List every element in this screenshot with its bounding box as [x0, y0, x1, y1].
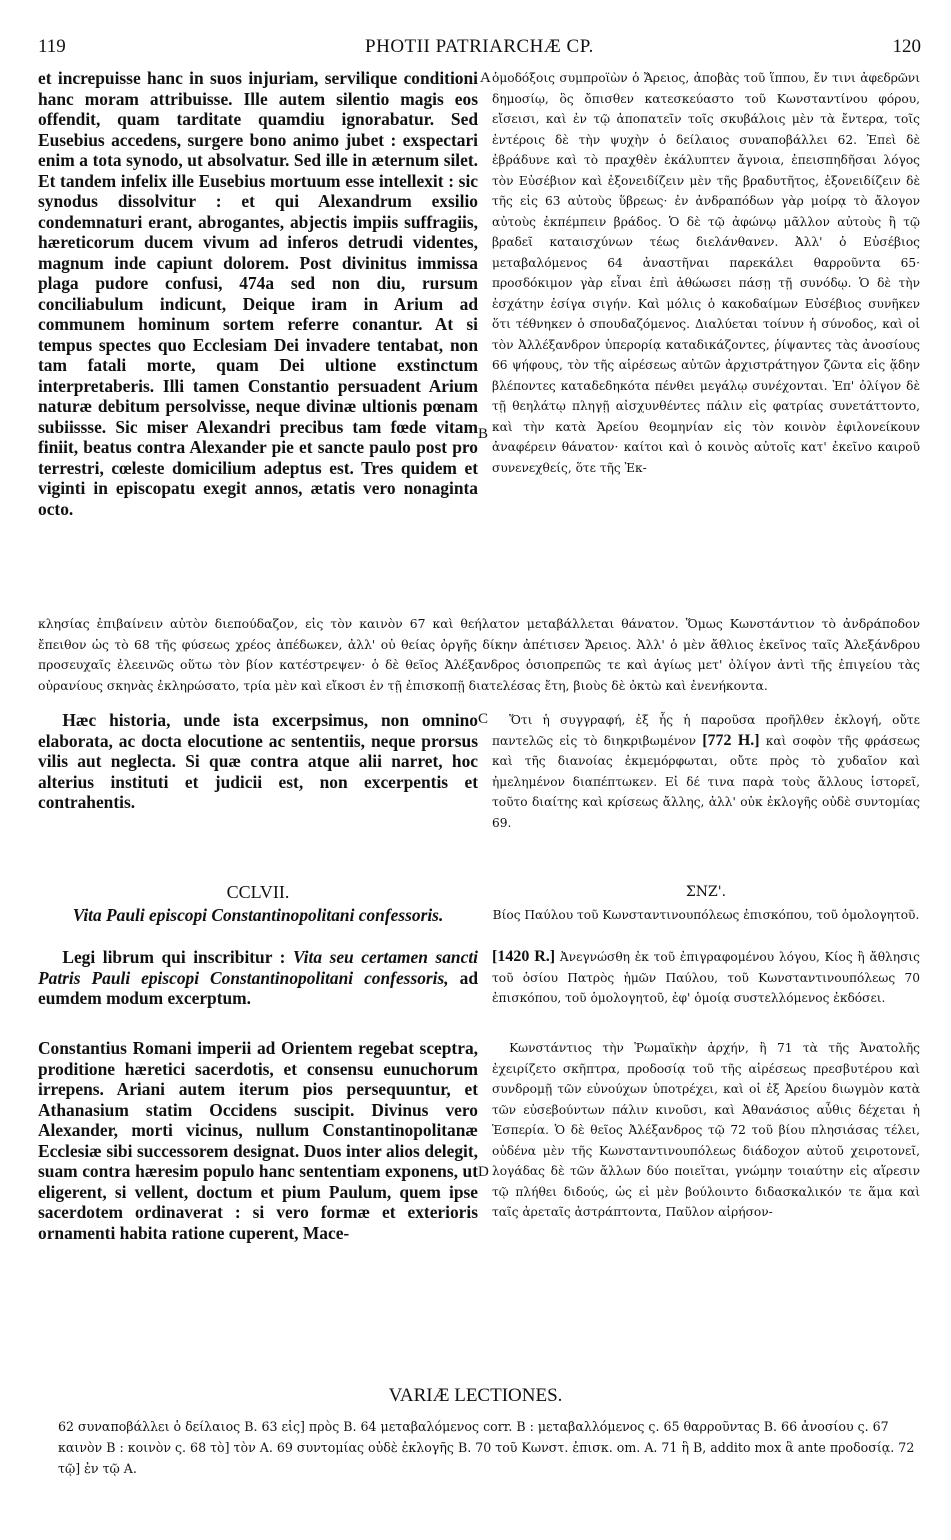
greek-full-width-text: κλησίας ἐπιβαίνειν αὐτὸν διεπούδαζον, εἰς τὸν καινὸν 67 καὶ θεήλατον μεταβάλλεται θάνατον. Ὅμως Κωνστάντιον τὸ ἀνδράποδον ἔπειθον ὡς τὸ 68 τῆς φύσεως χρέος ἀπέδωκεν, ἀλλ' οὐ θείας ὀργῆς δίκην ἀπέτισεν Ἄρειος. Ἀλλ' ὁ μὲν ἄθλιος ἐκεῖνος ταῖς Ἀλεξάνδρου προσευχαῖς ἐλεεινῶς οὕτω τὸν βίον κατέστρεψεν· ὁ δὲ θεῖος Ἀλέξανδρος ὁσιοπρεπῶς τε καὶ ἁγίως μετ' ὀλίγον ἀντὶ τῆς ἐπιγείου τὰς οὐρανίους σκηνὰς ἐκληρώσατο, τρία μὲν καὶ εἴκοσι ἐν τῇ ἐπισκοπῇ διατελέσας ἔτη, βιοὺς δὲ ὀκτὼ καὶ ἐνενήκοντα.	[38, 616, 920, 693]
greek-block-3-text: Ἀνεγνώσθη ἐκ τοῦ ἐπιγραφομένου λόγου, Κίος ἢ ἄθλησις τοῦ ὁσίου Πατρὸς ἡμῶν Παύλου, τοῦ Κωνσταντινουπόλεως 70 ἐπισκόπου, τοῦ ὁμολογητοῦ, ἐφ' ὁμοίᾳ συστελλόμενος ἐκδόσει.	[492, 950, 920, 1005]
section-title-greek: Βίος Παύλου τοῦ Κωνσταντινουπόλεως ἐπισκόπου, τοῦ ὁμολογητοῦ.	[492, 908, 920, 922]
latin-block-3-title: Vita seu certamen sancti Patris Pauli episcopi Constantinopolitani confessoris,	[38, 947, 478, 988]
latin-text-block-1: et increpuisse hanc in suos injuriam, servilique conditioni hanc moram attribuisse. Ille autem silentio magis eos offendit, quam tarditate quamdiu ignorabatur. Sed Eusebius accedens, surgere bono animo jubet : exspectari enim a tota synodo, ut absolvatur. Sed ille in æternum silet. Et tandem infelix ille Eusebius mortuum esse intellexit : sic synodus dissolvitur : et qui Alexandrum exsilio condemnaturi erant, abrogantes, abjectis impiis suffragiis, hæreticorum ducem vivum ad inferos detrudi videntes, magnum inde capiunt dolorem. Post divinitus immissa plaga pudore confusi, 474a sed non diu, rursum conciliabulum indicunt, Deique iram in Arium ad communem hominum sortem referre conantur. At si tempus spectes quo Ecclesiam Dei invadere tentabat, non tam fatali morte, quam Dei ultione exstinctum interpretaberis. Illi tamen Constantio persuadent Arium naturæ debitum persolvisse, neque divinæ ultionis pœnam subiissse. Sic miser Alexandri precibus tam fœde vitam finiit, beatus contra Alexander pie et sancte paulo post pro terrestri, cœleste domicilium adeptus est. Tres quidem et viginti in episcopatu exegit annos, ætatis vero nonaginta octo.	[38, 68, 478, 519]
greek-text-block-4: Κωνστάντιος τὴν Ῥωμαϊκὴν ἀρχήν, ἢ 71 τὰ τῆς Ἀνατολῆς ἐχειρίζετο σκῆπτρα, προδοσίᾳ τοῦ τῆς αἱρέσεως πρεσβυτέρου καὶ συνδρομῇ τῶν εὐνούχων ὑποτρέχει, καὶ οἱ ἐξ Ἀρείου διωγμὸν κατὰ τῶν εὐσεβούντων πάλιν κινοῦσι, καὶ Ἀθανάσιος αὖθις δέχεται ἡ Ἑσπερία. Ὁ δὲ θεῖος Ἀλέξανδρος τῷ 72 τοῦ βίου πλησιάσας τέλει, οὐδένα μὲν τῆς Κωνσταντινουπόλεως διάδοχον αὐτοῦ χειροτονεῖ, λογάδας δὲ τῶν ἄλλων δύο ποιεῖται, γνώμην τοιαύτην εἰς αἵρεσιν τῷ πλήθει διδούς, ὡς εἰ μὲν βούλοιντο διδασκαλικόν τε ἅμα καὶ ταῖς ἀρεταῖς ἀστράπτοντα, Παῦλον αἱρήσον-	[492, 1041, 920, 1219]
latin-text-block-3	[38, 947, 478, 1031]
greek-text-block-2	[492, 710, 920, 840]
greek-text-block-2-b: καὶ σοφὸν τῆς φράσεως καὶ τῆς διανοίας ἐκμεμόρφωται, οὔτε πρὸς τὸ χυδαῖον καὶ ἠμελημένον διαπέπτωκεν. Εἰ δέ τινα παρὰ τοὺς ἄλλους ἱστορεῖ, τοῦτο διαίτης καὶ κρίσεως ἄλλης, ἀλλ' οὐκ ἐκλογῆς οὐδὲ συντομίας 69.	[492, 733, 920, 830]
greek-text-block-2-a: Ὅτι ἡ συγγραφή, ἐξ ἧς ἡ παροῦσα προῆλθεν ἐκλογή, οὔτε παντελῶς εἰς τὸ διηκριβωμένον	[492, 713, 920, 748]
margin-mark-c: C	[478, 711, 489, 727]
latin-block-3-post: ad eumdem modum excerptum.	[38, 967, 478, 1008]
page-reference-772: [772 H.]	[702, 731, 760, 749]
latin-block-3-pre: Legi librum qui inscribitur :	[62, 947, 286, 967]
variae-lectiones-text: 62 συναποβάλλει ὁ δείλαιος B. 63 εἰς] πρὸς B. 64 μεταβαλόμενος corr. B : μεταβαλλόμενος ς. 65 θαρροῦντας B. 66 ἀνοσίου ς. 67 καινὸν B : κοινὸν ς. 68 τὸ] τὸν A. 69 συντομίας οὐδὲ ἐκλογῆς B. 70 τοῦ Κωνστ. ἐπισκ. om. A. 71 ἣ B, addito mox ἃ ante προδοσίᾳ. 72 τῷ] ἐν τῷ A.	[58, 1419, 915, 1476]
margin-mark-b: B	[478, 426, 489, 442]
page-reference-1420: [1420 R.]	[492, 948, 556, 965]
running-title: PHOTII PATRIARCHÆ CP.	[365, 36, 594, 57]
page-number-left: 119	[38, 36, 66, 57]
section-number-greek: ΣΝΖ'.	[685, 884, 727, 900]
section-title-latin: Vita Pauli episcopi Constantinopolitani confessoris.	[72, 905, 444, 925]
section-number-latin: CCLVII.	[226, 882, 290, 902]
running-header	[38, 36, 921, 60]
latin-text-block-2: Hæc historia, unde ista excerpsimus, non omnino elaborata, ac docta elocutione ac sententiis, neque prorsus vilis aut neglecta. Si quæ contra atque alii narret, hoc alterius instituti et judicii est, non excerpentis et contrahentis.	[38, 710, 478, 812]
margin-mark-d: D	[478, 1164, 489, 1180]
margin-mark-a: A	[480, 70, 491, 86]
latin-text-block-4: Constantius Romani imperii ad Orientem regebat sceptra, proditione hæretici sacerdotis, et consensu eunuchorum irrepens. Ariani autem iterum pios persequuntur, et Athanasium statim Occidens suscipit. Divinus vero Alexander, morti vicinus, nullum Constantinopolitanæ Ecclesiæ sibi successorem designat. Duos inter alios delegit, suam contra hæresim populo hanc sententiam exponens, ut eligerent, si vellent, doctum et pium Paulum, quem ipse sacerdotem ordinaverat : si vero formæ et exterioris ornamenti habita ratione cuperent, Mace-	[38, 1038, 478, 1243]
page-number-right: 120	[892, 36, 921, 57]
greek-text-block-3	[492, 947, 920, 1031]
variae-lectiones-heading: VARIÆ LECTIONES.	[388, 1385, 563, 1406]
greek-text-block-1: ὁμοδόξοις συμπροϊὼν ὁ Ἄρειος, ἀποβὰς τοῦ ἵππου, ἔν τινι ἀφεδρῶνι δημοσίῳ, ὃς ὄπισθεν κατεσκεύαστο τοῦ Κωνσταντίνου φόρου, εἴσεισι, καὶ ἐν τῷ ἀποπατεῖν τοῖς σκυβάλοις μὲν τὰ ἔντερα, τοῖς ἐντέροις δὲ τὴν ψυχὴν ὁ δείλαιος συναποβάλλει 62. Ἐπεὶ δὲ ἐβράδυνε καὶ τὸ πραχθὲν ἐκάλυπτεν ἄγνοια, ἐπεισπηδῆσαι λόγος τὸν Εὐσέβιον καὶ ἐξονειδίζειν μὲν τῆς βραδυτῆτος, ἐξονειδίζειν δὲ τῆς εἰς 63 αὐτοὺς ὕβρεως· ἐν ἀνδραπόδων γὰρ μοίρᾳ τὸ ἄλογον αὐτοὺς ἐκπέμπειν βράδος. Ὁ δὲ τῷ ἀφώνῳ μᾶλλον αὐτοὺς ἢ τῷ βραδεῖ καταισχύνων τέως διελάνθανεν. Ἀλλ' ὁ Εὐσέβιος μεταβαλόμενος 64 ἀναστῆναι παρεκάλει θαρροῦντα 65· προσδόκιμον γὰρ εἶναι ἐπὶ ἀθώωσει πάσῃ τῇ συνόδῳ. Ὁ δὲ τὴν ἐσχάτην ἐσίγα σιγήν. Καὶ μόλις ὁ κακοδαίμων Εὐσέβιος συνῆκεν ὅτι τέθνηκεν ὁ σπουδαζόμενος. Διαλύεται τοίνυν ἡ σύνοδος, καὶ οἱ τὸν Ἀλλέξανδρον ὑπερορίᾳ καταδικάζοντες, ῥίψαντες τὰς ἀνοσίους 66 ψήφους, τὸν τῆς αἱρέσεως αὐτῶν ἀρχιστράτηγον ζῶντα εἰς ᾅδην βλέποντες καταδεδηκότα πένθει μεγάλῳ συνέχονται. Ἐπ' ὀλίγον δὲ τῇ θεηλάτῳ πληγῇ αἰσχυνθέντες πάλιν εἰς φατρίας συνετάττοντο, καὶ τὴν κατὰ Ἀρείου θεομηνίαν εἰς τὸν κοινὸν ἐφιλονείκουν ἀναφέρειν θάνατον· καίτοι καὶ ὁ κοινὸς αὐτοῖς κατ' ἐκεῖνο καιροῦ συνενεχθείς, ὅτε τῆς Ἐκ-	[492, 71, 920, 475]
